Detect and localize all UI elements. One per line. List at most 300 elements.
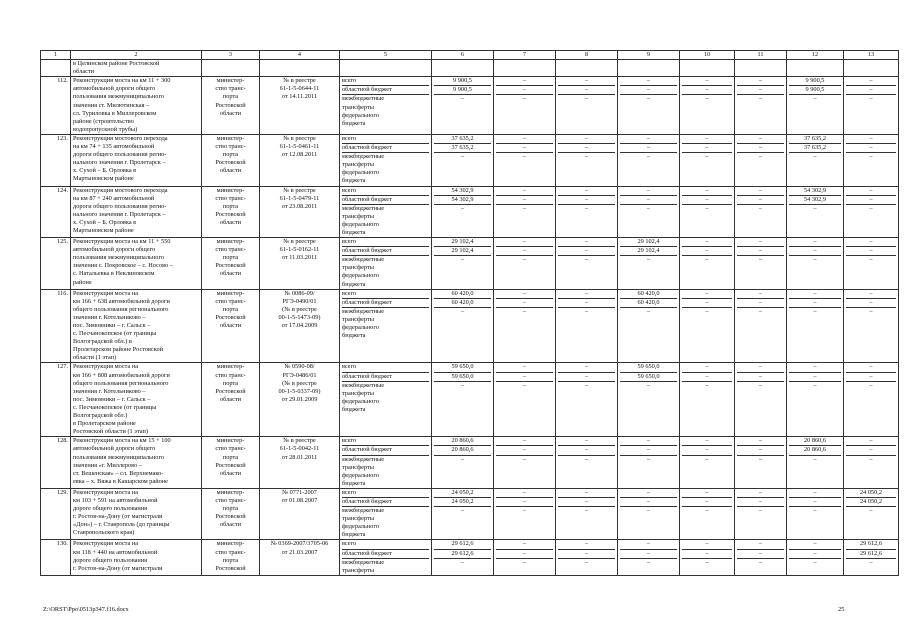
funding-label: межбюджетные: [342, 153, 385, 161]
text-line: «Дон») – г. Ставрополь (до границы: [73, 521, 170, 529]
table-row: [41, 363, 899, 437]
column-numbers-row: [41, 51, 899, 60]
amount-cell: [494, 363, 556, 437]
amount-value: –: [789, 238, 841, 247]
row-number: 116.: [41, 289, 71, 363]
table-cell: [618, 60, 680, 77]
amount-cell: [432, 289, 494, 363]
amount-value: –: [737, 247, 784, 256]
text-line: автомобильной дороги общего: [73, 85, 156, 93]
amount-value: –: [496, 498, 553, 507]
table-row: [41, 238, 899, 290]
text-line: министер-: [216, 289, 245, 297]
amount-value: –: [737, 299, 784, 308]
amount-value: –: [558, 187, 615, 196]
text-line: пользования межмуниципального: [73, 93, 165, 101]
amount-value: –: [846, 373, 896, 382]
table-row: [41, 186, 899, 238]
funding-source: [340, 186, 432, 238]
registry-number: [260, 238, 340, 290]
text-line: области: [219, 395, 242, 403]
amount-value: 59 650,0: [620, 373, 677, 382]
funding-label: областной бюджет: [342, 86, 429, 95]
amount-cell: [844, 134, 899, 186]
amount-value: –: [758, 153, 763, 161]
amount-value: –: [620, 550, 677, 559]
text-line: порта: [222, 379, 239, 387]
amount-value: –: [558, 299, 615, 308]
amount-cell: [432, 134, 494, 186]
amount-value: –: [682, 540, 732, 549]
amount-cell: [844, 238, 899, 290]
text-line: Ростовской: [215, 387, 246, 395]
text-line: ство транс-: [215, 445, 246, 453]
amount-value: –: [558, 290, 615, 299]
amount-cell: [735, 289, 787, 363]
text-line: порта: [222, 254, 239, 262]
funding-label: бюджета: [342, 280, 366, 288]
funding-label: областной бюджет: [342, 373, 429, 382]
funding-label: трансферты: [342, 463, 374, 471]
amount-cell: [618, 488, 680, 540]
amount-cell: [735, 186, 787, 238]
column-number: 4: [260, 51, 340, 60]
amount-value: 60 420,0: [620, 290, 677, 299]
amount-value: –: [705, 95, 709, 103]
text-line: № 0369-2007/3705-06: [270, 540, 329, 548]
amount-cell: [735, 437, 787, 489]
text-line: сл. Туриловка в Миллеровском: [73, 109, 157, 117]
amount-value: –: [558, 196, 615, 205]
text-line: министер-: [216, 134, 245, 142]
column-number: 2: [71, 51, 202, 60]
funding-label: областной бюджет: [342, 446, 429, 455]
amount-value: –: [682, 196, 732, 205]
funding-label: всего: [342, 187, 429, 196]
amount-value: –: [682, 363, 732, 372]
text-line: порта: [222, 556, 239, 564]
text-line: от 23.08.2011: [281, 202, 318, 210]
amount-value: 54 302,9: [434, 196, 491, 205]
amount-value: 54 302,9: [789, 196, 841, 205]
text-line: ство транс-: [215, 371, 246, 379]
amount-value: –: [460, 455, 465, 463]
amount-value: 60 420,0: [434, 290, 491, 299]
amount-value: –: [496, 299, 553, 308]
amount-cell: [556, 289, 618, 363]
amount-value: –: [705, 153, 709, 161]
text-line: области: [219, 218, 242, 226]
amount-cell: [844, 289, 899, 363]
table-cell: [340, 60, 432, 77]
text-line: пос. Зимовники – г. Сальск –: [73, 395, 151, 403]
amount-cell: [618, 134, 680, 186]
funding-label: всего: [342, 540, 429, 549]
amount-cell: [432, 540, 494, 575]
amount-value: –: [620, 86, 677, 95]
text-line: 61-1-5-0479-11: [279, 194, 320, 202]
text-line: Реконструкция мостового перехода: [73, 134, 168, 142]
text-line: 00-1-5-0337-09): [278, 387, 321, 395]
amount-value: –: [682, 489, 732, 498]
amount-value: –: [558, 446, 615, 455]
amount-value: –: [522, 455, 527, 463]
amount-value: –: [682, 187, 732, 196]
amount-cell: [680, 540, 735, 575]
amount-value: –: [682, 550, 732, 559]
funding-source: [340, 289, 432, 363]
text-line: от 29.01.2009: [281, 395, 318, 403]
text-line: (№ в реестре: [282, 379, 317, 387]
amount-cell: [680, 437, 735, 489]
object-name: [71, 540, 202, 575]
amount-value: –: [846, 437, 896, 446]
registry-number: [260, 363, 340, 437]
funding-label: всего: [342, 77, 429, 86]
text-line: порта: [222, 305, 239, 313]
amount-value: –: [789, 498, 841, 507]
text-line: Реконструкция моста на: [73, 488, 139, 496]
amount-value: –: [869, 95, 873, 103]
amount-value: –: [496, 247, 553, 256]
amount-cell: [494, 540, 556, 575]
amount-value: –: [705, 455, 709, 463]
amount-value: –: [522, 381, 527, 389]
customer: [202, 540, 260, 575]
amount-cell: [680, 77, 735, 135]
text-line: от 01.08.2007: [281, 496, 318, 504]
column-number: 3: [202, 51, 260, 60]
amount-value: –: [646, 507, 651, 515]
registry-number: [260, 540, 340, 575]
amount-value: –: [558, 540, 615, 549]
amount-value: –: [620, 437, 677, 446]
amount-value: –: [737, 77, 784, 86]
amount-value: –: [789, 550, 841, 559]
column-number: 12: [787, 51, 844, 60]
amount-value: –: [496, 144, 553, 153]
text-line: общего пользования регионального: [73, 379, 169, 387]
amount-cell: [494, 238, 556, 290]
text-line: № 0086-09/: [284, 289, 315, 297]
column-number: 1: [41, 51, 71, 60]
amount-value: –: [682, 446, 732, 455]
amount-value: –: [460, 507, 465, 515]
funding-label: трансферты: [342, 103, 374, 111]
amount-cell: [680, 134, 735, 186]
text-line: Реконструкция мостового перехода: [73, 186, 168, 194]
text-line: № в реестре: [283, 186, 316, 194]
text-line: порта: [222, 93, 239, 101]
amount-value: 29 102,4: [434, 247, 491, 256]
funding-label: межбюджетные: [342, 307, 385, 315]
amount-value: –: [846, 144, 896, 153]
amount-value: –: [789, 247, 841, 256]
text-line: № 0590-08/: [284, 363, 315, 371]
amount-value: 20 860,6: [434, 437, 491, 446]
funding-label: федерального: [342, 111, 379, 119]
row-number: 112.: [41, 77, 71, 135]
amount-cell: [735, 77, 787, 135]
amount-value: –: [682, 144, 732, 153]
amount-value: –: [584, 507, 589, 515]
funding-label: областной бюджет: [342, 299, 429, 308]
amount-value: 9 900,5: [789, 86, 841, 95]
amount-value: –: [846, 238, 896, 247]
amount-value: –: [620, 196, 677, 205]
amount-value: –: [737, 196, 784, 205]
text-line: дороги общего пользования регио-: [73, 202, 167, 210]
text-line: от 17.04.2009: [281, 322, 318, 329]
text-line: нального значения г. Пролетарск –: [73, 210, 166, 218]
amount-cell: [556, 488, 618, 540]
amount-value: –: [758, 307, 763, 315]
amount-value: –: [789, 290, 841, 299]
amount-value: –: [646, 381, 651, 389]
amount-value: –: [737, 446, 784, 455]
amount-value: –: [705, 307, 709, 315]
amount-value: 60 420,0: [434, 299, 491, 308]
amount-value: 54 302,9: [789, 187, 841, 196]
amount-value: –: [869, 307, 873, 315]
amount-value: –: [496, 238, 553, 247]
text-line: Ростовской: [215, 313, 246, 321]
funding-label: всего: [342, 489, 429, 498]
amount-cell: [618, 186, 680, 238]
row-number: 125.: [41, 238, 71, 290]
text-line: 61-1-5-0644-11: [279, 85, 320, 93]
text-line: области: [219, 469, 242, 477]
text-line: пользования межмуниципального: [73, 254, 165, 262]
amount-value: –: [646, 256, 651, 264]
funding-label: межбюджетные: [342, 204, 385, 212]
amount-value: –: [558, 135, 615, 144]
text-line: от 11.03.2011: [281, 254, 318, 262]
amount-cell: [680, 488, 735, 540]
amount-value: 37 635,2: [434, 144, 491, 153]
amount-value: –: [682, 373, 732, 382]
amount-value: –: [646, 558, 651, 566]
text-line: порта: [222, 453, 239, 461]
amount-value: –: [496, 77, 553, 86]
amount-value: –: [558, 489, 615, 498]
text-line: порта: [222, 202, 239, 210]
amount-value: –: [646, 455, 651, 463]
table-cell: [680, 60, 735, 77]
funding-label: бюджета: [342, 479, 366, 487]
amount-value: –: [682, 498, 732, 507]
table-cell: [260, 60, 340, 77]
table-cell: [787, 60, 844, 77]
amount-value: –: [705, 507, 709, 515]
table-cell: [494, 60, 556, 77]
text-line: Волгоградской обл.) в: [73, 338, 132, 346]
amount-cell: [787, 363, 844, 437]
funding-label: бюджета: [342, 228, 366, 236]
amount-value: –: [846, 290, 896, 299]
text-line: в Целинском районе Ростовской: [73, 60, 160, 68]
amount-value: –: [846, 196, 896, 205]
funding-label: всего: [342, 363, 429, 372]
object-name: [71, 488, 202, 540]
amount-value: –: [758, 256, 763, 264]
text-line: км 118 + 440 на автомобильной: [73, 548, 158, 556]
text-line: пос. Зимовники – г. Сальск –: [73, 322, 151, 329]
amount-value: –: [558, 363, 615, 372]
amount-cell: [556, 238, 618, 290]
amount-value: –: [846, 187, 896, 196]
amount-value: –: [682, 290, 732, 299]
text-line: общего пользования регионального: [73, 305, 169, 313]
amount-value: –: [522, 307, 527, 315]
amount-value: –: [558, 498, 615, 507]
text-line: области: [219, 270, 242, 278]
amount-value: 37 635,2: [434, 135, 491, 144]
object-name: [71, 134, 202, 186]
text-line: дороги общего пользования регио-: [73, 151, 167, 159]
funding-label: федерального: [342, 471, 379, 479]
text-line: Реконструкция моста на: [73, 540, 139, 548]
amount-cell: [618, 77, 680, 135]
amount-value: –: [705, 204, 709, 212]
amount-value: –: [646, 204, 651, 212]
amount-value: –: [737, 373, 784, 382]
amount-value: –: [737, 187, 784, 196]
amount-cell: [432, 488, 494, 540]
column-number: 7: [494, 51, 556, 60]
amount-value: –: [496, 437, 553, 446]
text-line: Реконструкция моста на км 11 + 300: [73, 77, 171, 85]
funding-label: бюджета: [342, 119, 366, 127]
row-number: 124.: [41, 186, 71, 238]
column-number: 5: [340, 51, 432, 60]
text-line: Ростовской: [215, 210, 246, 218]
amount-value: –: [758, 455, 763, 463]
program-table: [40, 50, 899, 576]
amount-cell: [432, 186, 494, 238]
amount-value: 29 102,4: [434, 238, 491, 247]
table-row: [41, 289, 899, 363]
amount-value: –: [869, 558, 873, 566]
text-line: № в реестре: [283, 134, 316, 142]
amount-cell: [556, 134, 618, 186]
row-number: 130.: [41, 540, 71, 575]
amount-cell: [618, 238, 680, 290]
amount-cell: [844, 186, 899, 238]
amount-value: –: [869, 153, 873, 161]
text-line: Ростовской: [215, 159, 246, 167]
amount-value: –: [522, 558, 527, 566]
text-line: министер-: [216, 437, 245, 445]
amount-value: –: [737, 363, 784, 372]
amount-value: –: [869, 455, 873, 463]
registry-number: [260, 488, 340, 540]
amount-cell: [494, 289, 556, 363]
amount-cell: [556, 186, 618, 238]
text-line: Ростовской: [215, 101, 246, 109]
text-line: значения г. Котельниково –: [73, 387, 146, 395]
text-line: порта: [222, 505, 239, 513]
text-line: значения «г. Миллерово –: [73, 461, 142, 469]
amount-cell: [735, 540, 787, 575]
text-line: ство транс-: [215, 496, 246, 504]
text-line: Ростовской: [215, 513, 246, 521]
amount-value: 24 050,2: [434, 489, 491, 498]
amount-value: –: [496, 187, 553, 196]
amount-value: 20 860,6: [789, 437, 841, 446]
text-line: № 0771-2007: [282, 488, 317, 496]
amount-value: –: [460, 95, 465, 103]
amount-value: –: [682, 86, 732, 95]
text-line: министер-: [216, 488, 245, 496]
text-line: евка – х. Вяжа в Кашарском районе: [73, 477, 168, 485]
funding-label: межбюджетные: [342, 381, 385, 389]
amount-value: 59 650,0: [620, 363, 677, 372]
text-line: министер-: [216, 363, 245, 371]
text-line: на км 74 + 135 автомобильной: [73, 143, 155, 151]
text-line: 61-1-5-0461-11: [279, 143, 320, 151]
funding-label: межбюджетные: [342, 256, 385, 264]
amount-cell: [844, 540, 899, 575]
funding-label: областной бюджет: [342, 196, 429, 205]
amount-value: –: [496, 86, 553, 95]
amount-value: –: [620, 135, 677, 144]
amount-value: –: [496, 196, 553, 205]
funding-source: [340, 363, 432, 437]
amount-cell: [618, 289, 680, 363]
amount-value: –: [846, 86, 896, 95]
amount-value: –: [813, 204, 817, 212]
amount-value: –: [846, 299, 896, 308]
text-line: км 166 + 808 автомобильной дороги: [73, 371, 170, 379]
funding-label: трансферты: [342, 212, 374, 220]
amount-cell: [787, 437, 844, 489]
amount-value: –: [813, 95, 817, 103]
text-line: Ростовской: [215, 262, 246, 270]
amount-cell: [787, 186, 844, 238]
amount-value: –: [496, 135, 553, 144]
funding-label: федерального: [342, 169, 379, 177]
amount-value: –: [496, 540, 553, 549]
amount-cell: [494, 437, 556, 489]
funding-label: межбюджетные: [342, 455, 385, 463]
amount-value: –: [813, 256, 817, 264]
text-line: Реконструкция моста на: [73, 363, 139, 371]
amount-cell: [432, 363, 494, 437]
customer: [202, 238, 260, 290]
text-line: от 14.11.2011: [281, 93, 318, 101]
amount-value: –: [496, 446, 553, 455]
amount-value: –: [584, 381, 589, 389]
amount-value: –: [522, 204, 527, 212]
funding-label: трансферты: [342, 515, 374, 523]
amount-value: –: [558, 238, 615, 247]
amount-value: –: [682, 77, 732, 86]
table-cell: [844, 60, 899, 77]
amount-value: –: [496, 489, 553, 498]
table-row: [41, 134, 899, 186]
funding-label: трансферты: [342, 264, 374, 272]
amount-value: –: [682, 247, 732, 256]
amount-value: –: [737, 489, 784, 498]
text-line: Мартыновском районе: [73, 175, 134, 183]
amount-cell: [680, 363, 735, 437]
funding-label: трансферты: [342, 389, 374, 397]
amount-cell: [618, 363, 680, 437]
amount-value: –: [813, 455, 817, 463]
amount-cell: [680, 289, 735, 363]
amount-value: –: [813, 153, 817, 161]
